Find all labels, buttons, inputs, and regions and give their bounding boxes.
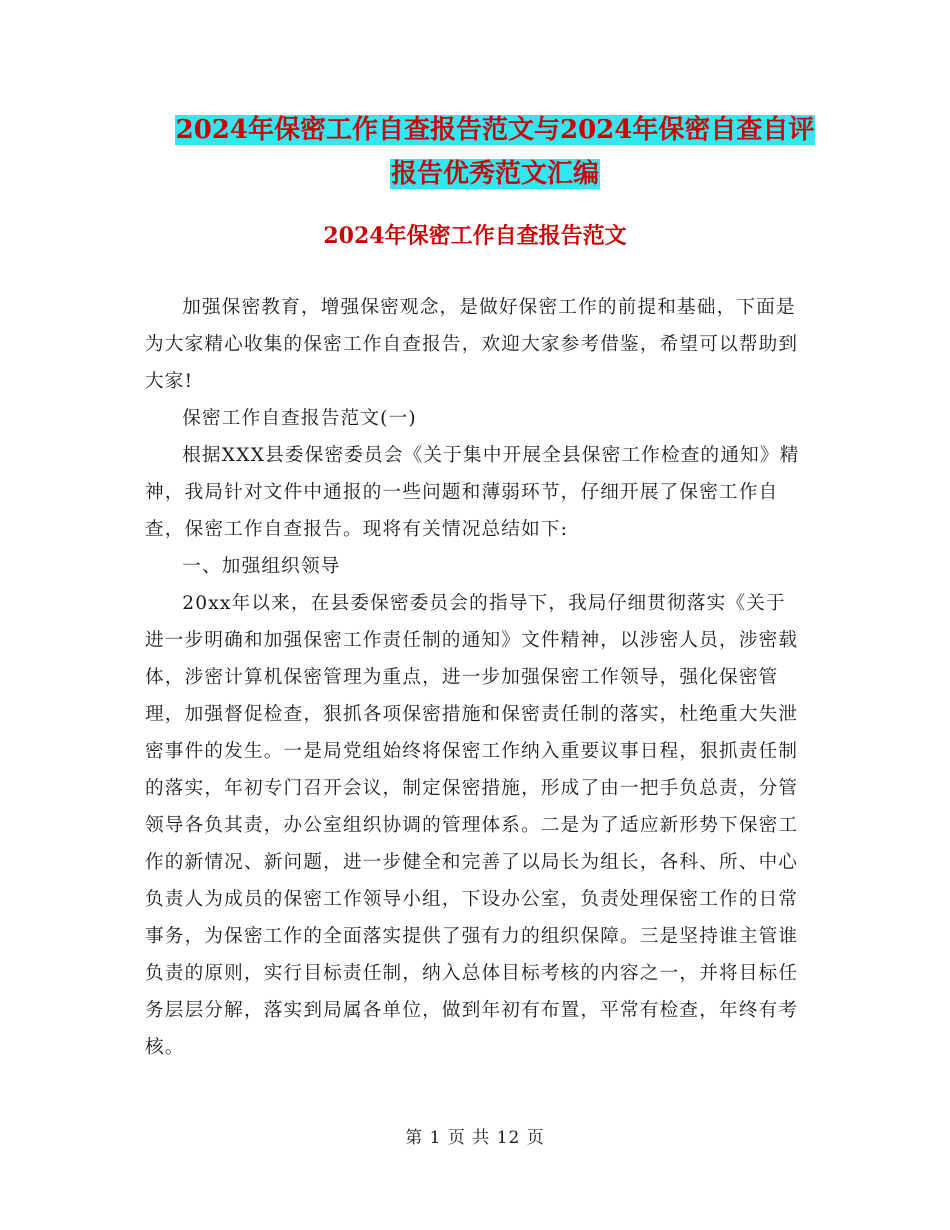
page-footer: 第 1 页 共 12 页 (405, 1128, 545, 1148)
document-title-line-1 (140, 110, 850, 150)
document-title-line-2 (140, 154, 850, 194)
paragraph-basis: 根据XXX县委保密委员会《关于集中开展全县保密工作检查的通知》精神，我局针对文件中通报的一些问题和薄弱环节，仔细开展了保密工作自查，保密工作自查报告。现将有关情况总结如下: (145, 445, 800, 540)
paragraph-leadership: 20xx年以来，在县委保密委员会的指导下，我局仔细贯彻落实《关于进一步明确和加强保密工作责任制的通知》文件精神，以涉密人员，涉密载体，涉密计算机保密管理为重点，进一步加强保密工作领导，强化保密管理，加强督促检查，狠抓各项保密措施和保密责任制的落实，杜绝重大失泄密事件的发生。一是局党组始终将保密工作纳入重要议事日程，狠抓责任制的落实，年初专门召开会议，制定保密措施，形成了由一把手负总责，分管领导各负其责，办公室组织协调的管理体系。二是为了适应新形势下保密工作的新情况、新问题，进一步健全和完善了以局长为组长，各科、所、中心负责人为成员的保密工作领导小组，下设办公室，负责处理保密工作的日常事务，为保密工作的全面落实提供了强有力的组织保障。三是坚持谁主管谁负责的原则，实行目标责任制，纳入总体目标考核的内容之一，并将目标任务层层分解，落实到局属各单位，做到年初有布置，平常有检查，年终有考核。 (145, 593, 799, 1058)
document-title-text-2: 报告优秀范文汇编 (390, 159, 599, 189)
document-body (145, 289, 805, 1066)
paragraph-heading-section-1: 一、加强组织领导 (182, 556, 341, 577)
paragraph-intro: 加强保密教育，增强保密观念，是做好保密工作的前提和基础，下面是为大家精心收集的保密工作自查报告，欢迎大家参考借鉴，希望可以帮助到大家! (145, 297, 799, 392)
document-title-text-1: 2024年保密工作自查报告范文与2024年保密自查自评 (175, 115, 815, 145)
section-title: 2024年保密工作自查报告范文 (323, 223, 627, 249)
paragraph-heading-sample-1: 保密工作自查报告范文(一) (182, 408, 417, 429)
